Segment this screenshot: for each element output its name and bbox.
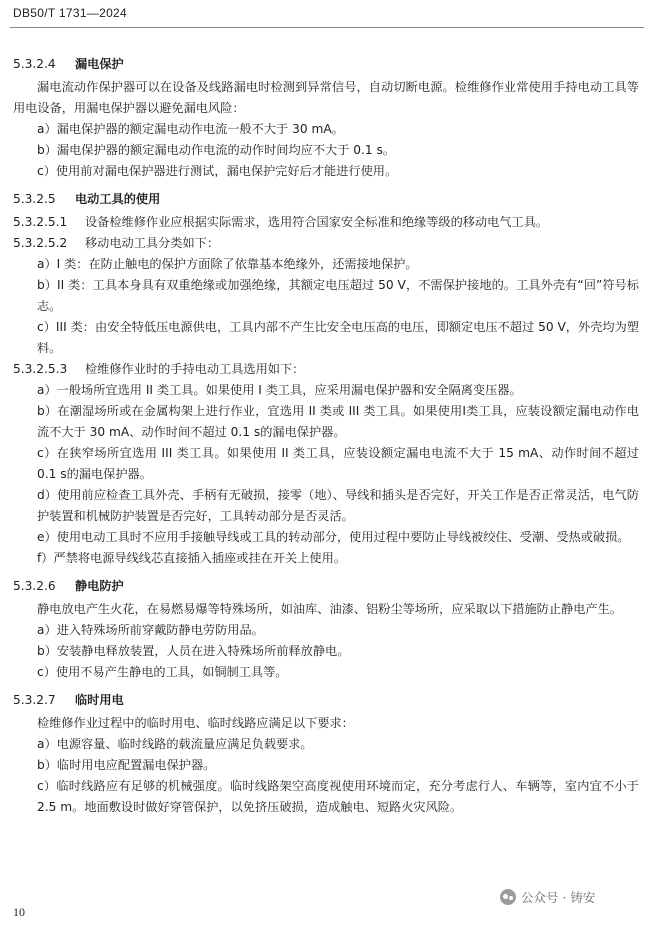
list-item: c）在狭窄场所宜选用 III 类工具。如果使用 II 类工具，应装设额定漏电电流不大于 15 mA、动作时间不超过 0.1 s的漏电保护器。 (37, 446, 639, 481)
clause-text: 设备检维修作业应根据实际需求，选用符合国家安全标准和绝缘等级的移动电气工具。 (85, 215, 549, 229)
list-item: a）进入特殊场所前穿戴防静电劳防用品。 (37, 623, 264, 637)
clause-text: 移动电动工具分类如下： (85, 236, 220, 250)
list-item: b）在潮湿场所或在金属构架上进行作业，宜选用 II 类或 III 类工具。如果使用I类工具，应装设额定漏电动作电流不大于 30 mA、动作时间不超过 0.1 s的漏电保护器。 (37, 404, 639, 439)
list-item: b）漏电保护器的额定漏电动作电流的动作时间均应不大于 0.1 s。 (37, 143, 396, 157)
list-item: c）使用不易产生静电的工具，如铜制工具等。 (37, 665, 288, 679)
page-number: 10 (13, 905, 25, 919)
wechat-icon (500, 889, 516, 905)
paragraph: 静电放电产生火花，在易燃易爆等特殊场所，如油库、油漆、铝粉尘等场所，应采取以下措施防止静电产生。 (37, 602, 622, 616)
list-item: b）临时用电应配置漏电保护器。 (37, 758, 216, 772)
list-item: b）安装静电释放装置，人员在进入特殊场所前释放静电。 (37, 644, 350, 658)
section-heading (13, 54, 639, 75)
section-title: 电动工具的使用 (75, 192, 161, 206)
paragraph: 漏电流动作保护器可以在设备及线路漏电时检测到异常信号，自动切断电源。检维修作业常使用手持电动工具等用电设备，用漏电保护器以避免漏电风险： (13, 80, 639, 115)
clause (13, 359, 639, 380)
clause-number: 5.3.2.5.2 (13, 236, 68, 250)
section-number: 5.3.2.6 (13, 579, 56, 593)
paragraph: 检维修作业过程中的临时用电、临时线路应满足以下要求： (37, 716, 354, 730)
list-item: c）III 类：由安全特低压电源供电，工具内部不产生比安全电压高的电压，即额定电压不超过 50 V，外壳均为塑料。 (37, 320, 639, 355)
section-heading (13, 576, 639, 597)
list-item: b）II 类：工具本身具有双重绝缘或加强绝缘，其额定电压超过 50 V，不需保护接地的。工具外壳有“回”符号标志。 (37, 278, 639, 313)
clause (13, 212, 639, 233)
section-title: 静电防护 (75, 579, 124, 593)
list-item: c）临时线路应有足够的机械强度。临时线路架空高度视使用环境而定，充分考虑行人、车辆等，室内宜不小于 2.5 m。地面敷设时做好穿管保护，以免挤压破损，造成触电、短路火灾风险。 (37, 779, 639, 814)
section-title: 临时用电 (75, 693, 124, 707)
clause (13, 233, 639, 254)
list-item: a）漏电保护器的额定漏电动作电流一般不大于 30 mA。 (37, 122, 344, 136)
list-item: d）使用前应检查工具外壳、手柄有无破损，接零（地）、导线和插头是否完好，开关工作是否正常灵活，电气防护装置和机械防护装置是否完好，工具转动部分是否灵活。 (37, 488, 639, 523)
section-number: 5.3.2.5 (13, 192, 56, 206)
section-heading (13, 189, 639, 210)
section-number: 5.3.2.4 (13, 57, 56, 71)
header-rule (10, 27, 644, 28)
watermark-text: 公众号 · 铸安 (521, 890, 596, 905)
document-code: DB50/T 1731—2024 (13, 6, 127, 20)
list-item: f）严禁将电源导线线芯直接插入插座或挂在开关上使用。 (37, 551, 346, 565)
list-item: a）I 类：在防止触电的保护方面除了依靠基本绝缘外，还需接地保护。 (37, 257, 418, 271)
clause-text: 检维修作业时的手持电动工具选用如下： (85, 362, 305, 376)
watermark (500, 888, 595, 906)
clause-number: 5.3.2.5.3 (13, 362, 68, 376)
section-heading (13, 690, 639, 711)
section-number: 5.3.2.7 (13, 693, 56, 707)
clause-number: 5.3.2.5.1 (13, 215, 68, 229)
list-item: a）一般场所宜选用 II 类工具。如果使用 I 类工具，应采用漏电保护器和安全隔离变压器。 (37, 383, 522, 397)
section-title: 漏电保护 (75, 57, 124, 71)
list-item: a）电源容量、临时线路的载流量应满足负载要求。 (37, 737, 313, 751)
list-item: c）使用前对漏电保护器进行测试，漏电保护完好后才能进行使用。 (37, 164, 398, 178)
list-item: e）使用电动工具时不应用手接触导线或工具的转动部分，使用过程中要防止导线被绞住、受潮、受热或破损。 (37, 530, 630, 544)
document-body (13, 54, 639, 818)
